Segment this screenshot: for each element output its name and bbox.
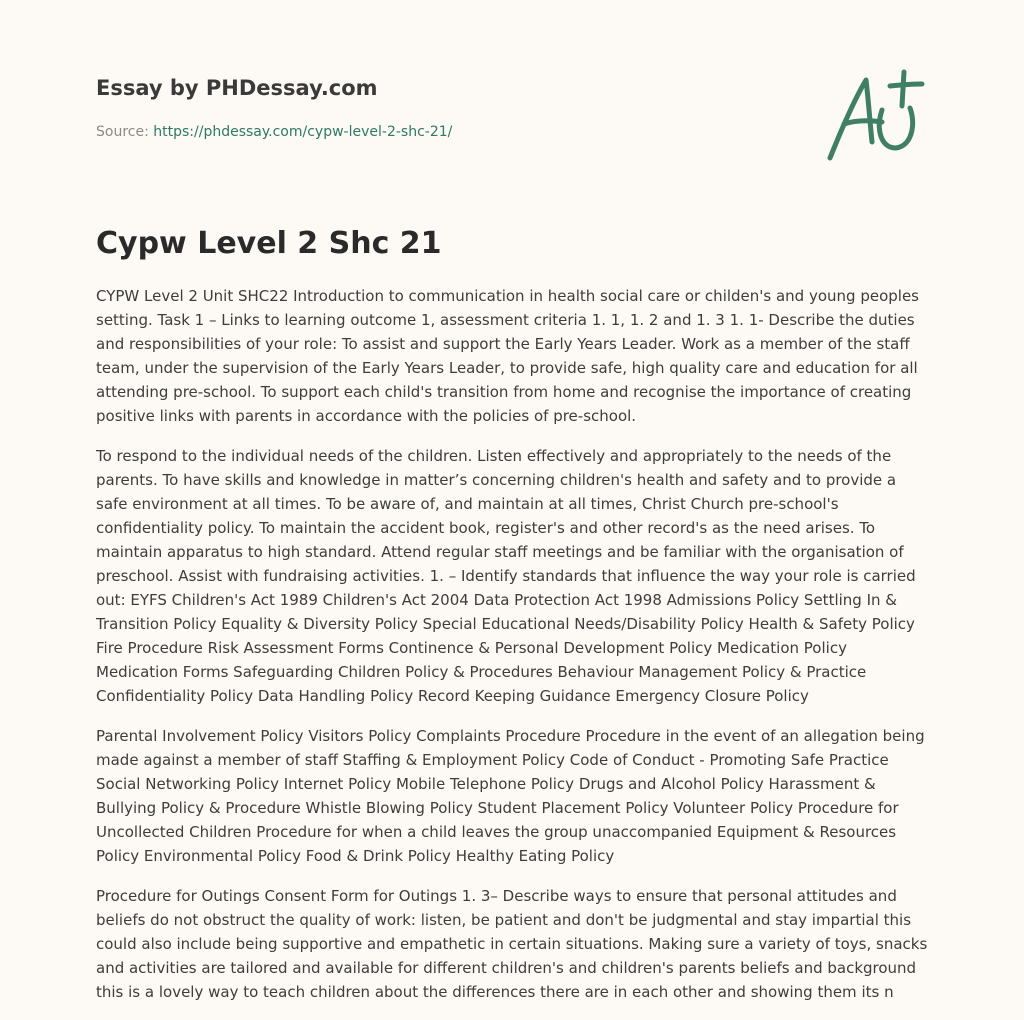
essay-paragraph: Parental Involvement Policy Visitors Policy Complaints Procedure Procedure in the event of an allegation being made against a member of staff Staffing & Employment Policy Code of Conduct - Promoting Safe Practice Social Networking Policy Internet Policy Mobile Telephone Policy Drugs and Alcohol Policy Harassment & Bullying Policy & Procedure Whistle Blowing Policy Student Placement Policy Volunteer Policy Procedure for Uncollected Children Procedure for when a child leaves the group unaccompanied Equipment & Resources Policy Environmental Policy Food & Drink Policy Healthy Eating Policy [96, 727, 925, 865]
essay-title: Cypw Level 2 Shc 21 [96, 226, 442, 261]
essay-body [96, 284, 930, 1020]
page-header [96, 0, 928, 200]
essay-paragraph: CYPW Level 2 Unit SHC22 Introduction to communication in health social care or childen's and young peoples setting. Task 1 – Links to learning outcome 1, assessment criteria 1. 1, 1. 2 and 1. 3 1. 1- Describe the duties and responsibilities of your role: To assist and support the Early Years Leader. Work as a member of the staff team, under the supervision of the Early Years Leader, to provide safe, high quality care and education for all attending pre-school. To support each child's transition from home and recognise the importance of creating positive links with parents in accordance with the policies of pre-school. [96, 287, 919, 425]
source-link[interactable]: https://phdessay.com/cypw-level-2-shc-21/ [153, 124, 453, 140]
essay-paragraph: Procedure for Outings Consent Form for Outings 1. 3– Describe ways to ensure that personal attitudes and beliefs do not obstruct the quality of work: listen, be patient and don't be judgmental and stay impartial this could also include being supportive and empathetic in certain situations. Making sure a variety of toys, snacks and activities are tailored and available for different children's and children's parents beliefs and background this is a lovely way to teach children about the differences there are in each other and showing them its n [96, 887, 928, 1001]
site-title: Essay by PHDessay.com [96, 76, 378, 100]
source-label: Source: [96, 124, 154, 140]
essay-paragraph: To respond to the individual needs of the children. Listen effectively and appropriately to the needs of the parents. To have skills and knowledge in matter’s concerning children's health and safety and to provide a safe environment at all times. To be aware of, and maintain at all times, Christ Church pre-school's confidentiality policy. To maintain the accident book, register's and other record's as the need arises. To maintain apparatus to high standard. Attend regular staff meetings and be familiar with the organisation of preschool. Assist with fundraising activities. 1. – Identify standards that influence the way your role is carried out: EYFS Children's Act 1989 Children's Act 2004 Data Protection Act 1998 Admissions Policy Settling In & Transition Policy Equality & Diversity Policy Special Educational Needs/Disability Policy Health & Safety Policy Fire Procedure Risk Assessment Forms Continence & Personal Development Policy Medication Policy Medication Forms Safeguarding Children Policy & Procedures Behaviour Management Policy & Practice Confidentiality Policy Data Handling Policy Record Keeping Guidance Emergency Closure Policy [96, 447, 916, 705]
a-plus-logo [824, 66, 928, 166]
source-line [96, 124, 452, 140]
a-plus-logo-icon [824, 66, 928, 166]
